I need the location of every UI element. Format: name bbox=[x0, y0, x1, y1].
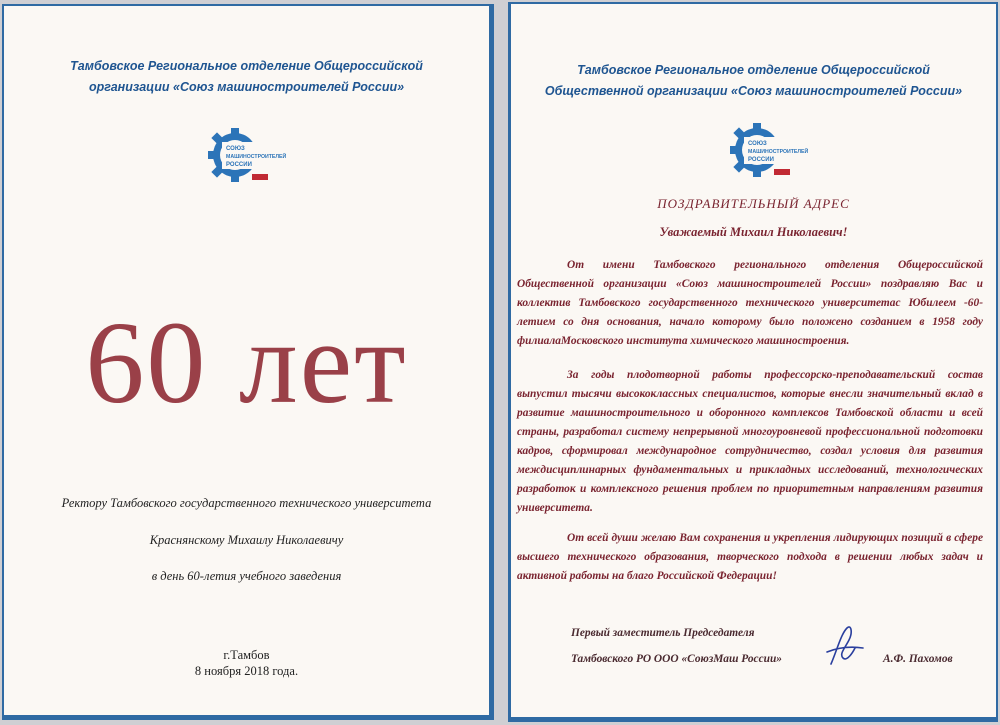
date: 8 ноября 2018 года. bbox=[194, 664, 299, 678]
anniversary-title: 60 лет bbox=[85, 297, 408, 428]
paragraph-3: От всей души желаю Вам сохранения и укрепления лидирующих позиций в сфере высшего технического образования, творческого подхода в решении любых задач и активной работы на благо Российской Федерации! bbox=[517, 532, 983, 582]
recipient-position: Ректору Тамбовского государственного технического университета bbox=[61, 496, 432, 510]
logo-text-3: РОССИИ bbox=[226, 162, 252, 168]
org-header bbox=[511, 60, 996, 102]
paragraph-2: За годы плодотворной работы профессорско-преподавательский состав выпустил тысячи высококлассных специалистов, которые внесли значительный вклад в развитие машиностроительного и оборонного комплексов Тамбовской области и всей страны, разработал систему непрерывной многоуровневой профессиональной подготовки кадров, сформировал международное сотрудничество, создал условия для развития междисциплинарных фундаментальных и прикладных исследований, технологических разработок и комплексного решения проблем по приоритетным направлениям развития университета. bbox=[517, 369, 983, 514]
org-line-1: Тамбовское Региональное отделение Общероссийской bbox=[577, 63, 930, 77]
logo-text-1: СОЮЗ bbox=[748, 141, 767, 147]
logo-text-2: МАШИНОСТРОИТЕЛЕЙ bbox=[226, 154, 286, 160]
signature-mark bbox=[819, 622, 869, 672]
org-line-2: Общественной организации «Союз машиностроителей России» bbox=[544, 84, 963, 98]
org-line-2: организации «Союз машиностроителей России» bbox=[88, 80, 405, 94]
city: г.Тамбов bbox=[223, 648, 270, 662]
org-header bbox=[4, 56, 489, 98]
union-logo bbox=[726, 119, 808, 181]
occasion-text: в день 60-летия учебного заведения bbox=[151, 569, 342, 583]
signer-title-line-1: Первый заместитель Председателя bbox=[571, 627, 755, 639]
signer-name: А.Ф. Пахомов bbox=[883, 653, 953, 665]
logo-text-3: РОССИИ bbox=[748, 157, 774, 163]
address-page bbox=[508, 2, 998, 722]
signer-title-line-2: Тамбовского РО ООО «СоюзМаш России» bbox=[571, 653, 782, 665]
logo-text-1: СОЮЗ bbox=[226, 146, 245, 152]
greeting: Уважаемый Михаил Николаевич! bbox=[659, 225, 848, 239]
recipient-name: Краснянскому Михаилу Николаевичу bbox=[149, 533, 344, 547]
document-title: ПОЗДРАВИТЕЛЬНЫЙ АДРЕС bbox=[657, 196, 850, 211]
logo-text-2: МАШИНОСТРОИТЕЛЕЙ bbox=[748, 149, 808, 155]
cover-page bbox=[2, 4, 494, 720]
org-line-1: Тамбовское Региональное отделение Общероссийской bbox=[70, 59, 423, 73]
union-logo bbox=[204, 124, 286, 186]
paragraph-1: От имени Тамбовского регионального отделения Общероссийской Общественной организации «Союз машиностроителей России» поздравляю Вас и коллектив Тамбовского государственного технического университетас Юбилеем -60-летием со дня основания, начало которому было положено созданием в 1958 году филиалаМосковского института химического машиностроения. bbox=[517, 259, 983, 347]
